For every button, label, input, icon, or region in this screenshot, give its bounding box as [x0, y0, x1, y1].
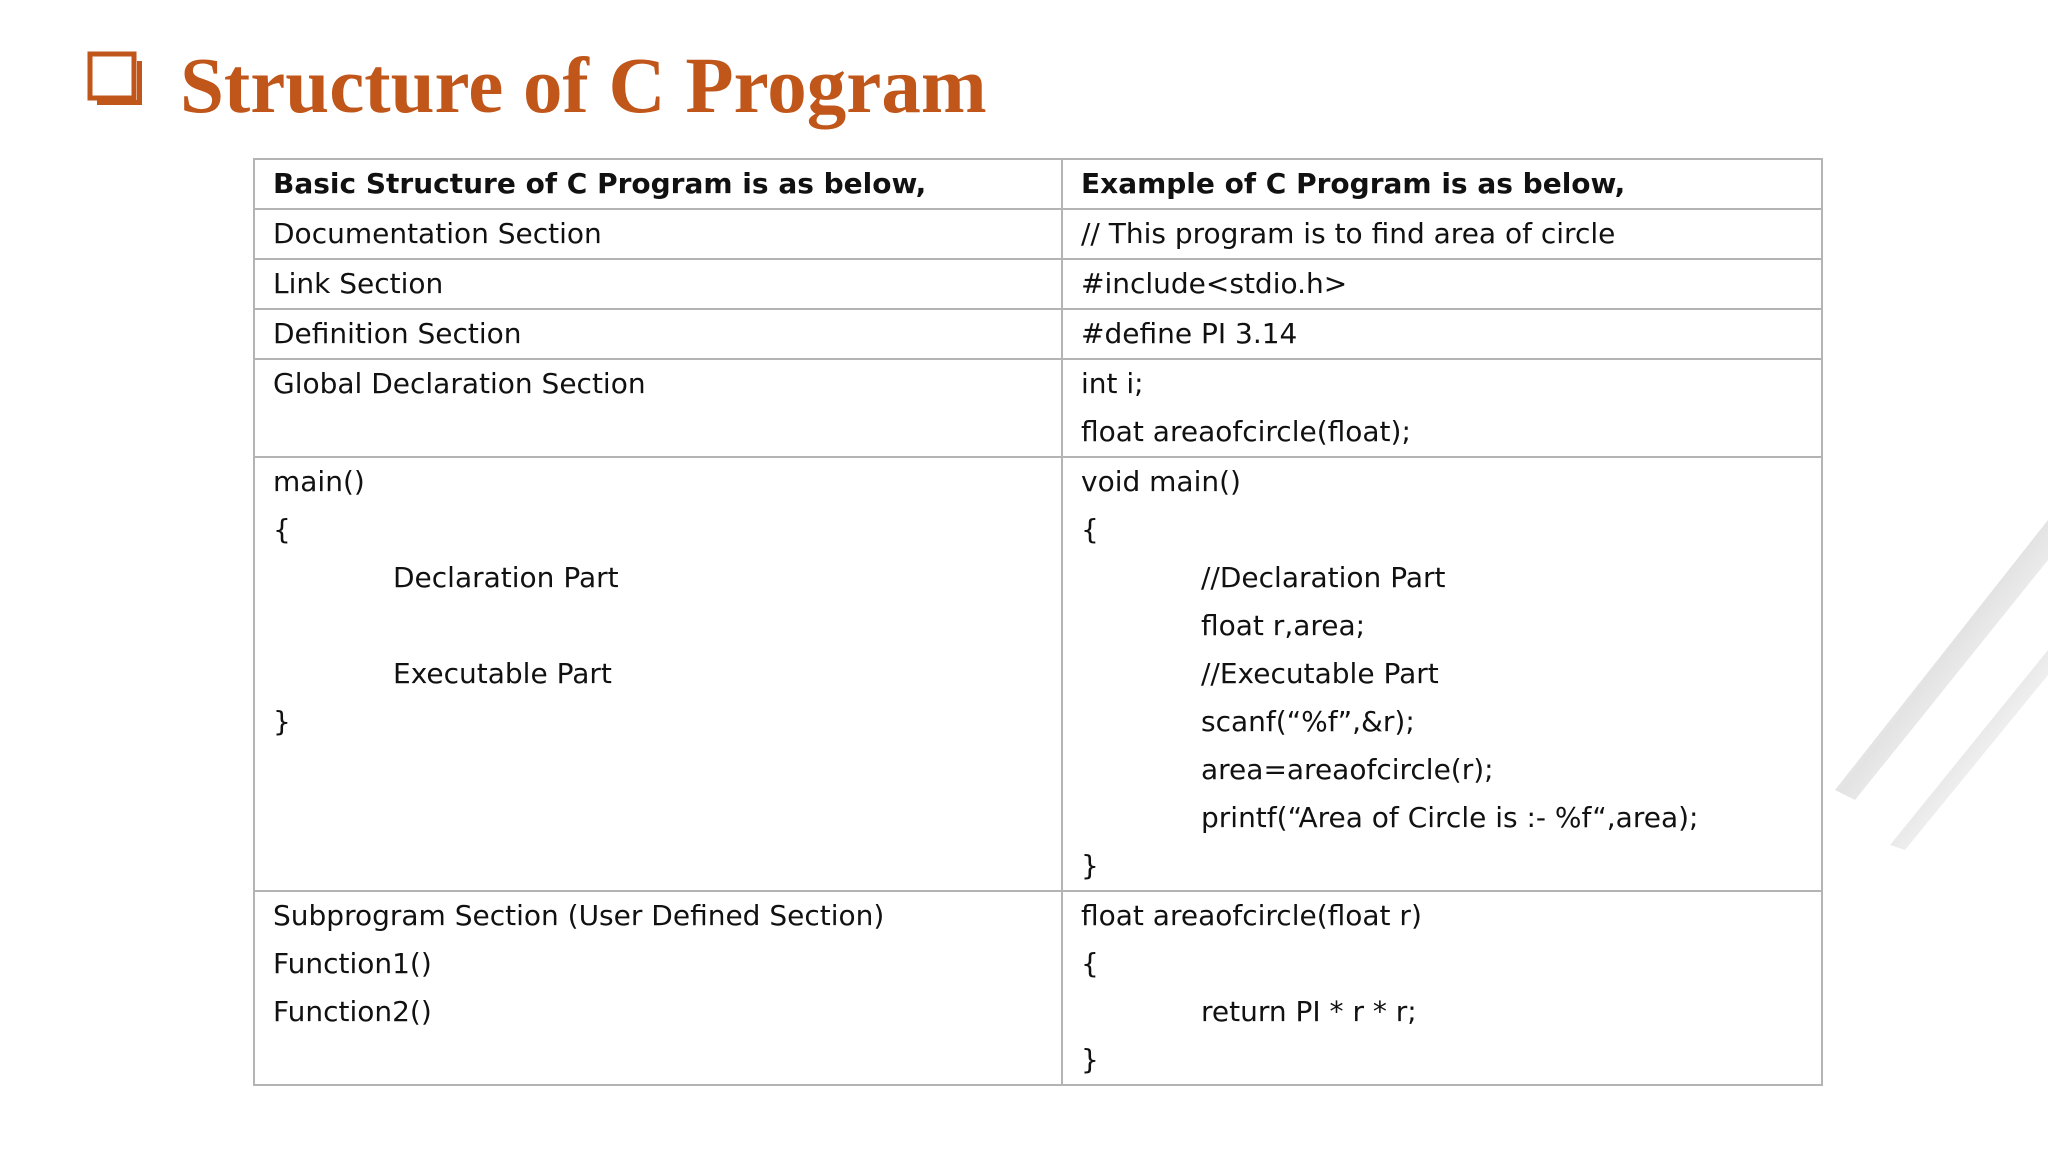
title-row — [86, 36, 987, 136]
global-cell-right — [1062, 359, 1822, 457]
documentation-section-label: Documentation Section — [273, 217, 602, 250]
main-cell-left — [254, 457, 1062, 891]
structure-table — [253, 158, 1823, 1086]
table-header-row — [254, 159, 1822, 209]
header-cell-left — [254, 159, 1062, 209]
definition-section-label: Definition Section — [273, 317, 522, 350]
link-cell-left — [254, 259, 1062, 309]
return-code: return PI * r * r; — [1201, 995, 1417, 1028]
define-code: #define PI 3.14 — [1081, 317, 1298, 350]
open-brace: { — [1081, 513, 1099, 546]
header-right-text: Example of C Program is as below, — [1081, 167, 1626, 200]
main-cell-right — [1062, 457, 1822, 891]
open-brace: { — [1081, 947, 1099, 980]
subprogram-section-label: Subprogram Section (User Defined Section) — [273, 899, 885, 932]
global-declaration-label: Global Declaration Section — [273, 367, 646, 400]
scanf-code: scanf(“%f”,&r); — [1201, 705, 1415, 738]
subprogram-cell-left — [254, 891, 1062, 1085]
documentation-comment-code: // This program is to find area of circle — [1081, 217, 1616, 250]
link-cell-right — [1062, 259, 1822, 309]
include-code: #include<stdio.h> — [1081, 267, 1348, 300]
table-row — [254, 457, 1822, 891]
header-cell-right — [1062, 159, 1822, 209]
documentation-cell-right — [1062, 209, 1822, 259]
main-label: main() — [273, 465, 365, 498]
declaration-part-label: Declaration Part — [393, 561, 619, 594]
documentation-cell-left — [254, 209, 1062, 259]
table-row — [254, 259, 1822, 309]
area-assign-code: area=areaofcircle(r); — [1201, 753, 1494, 786]
definition-cell-left — [254, 309, 1062, 359]
table-row — [254, 359, 1822, 457]
void-main-code: void main() — [1081, 465, 1241, 498]
close-brace: } — [273, 705, 291, 738]
function-signature-code: float areaofcircle(float r) — [1081, 899, 1422, 932]
header-left-text: Basic Structure of C Program is as below, — [273, 167, 927, 200]
float-decl-code: float r,area; — [1201, 609, 1366, 642]
definition-cell-right — [1062, 309, 1822, 359]
printf-code: printf(“Area of Circle is :- %f“,area); — [1201, 801, 1699, 834]
global-cell-left — [254, 359, 1062, 457]
link-section-label: Link Section — [273, 267, 444, 300]
subprogram-cell-right — [1062, 891, 1822, 1085]
function2-label: Function2() — [273, 995, 432, 1028]
table-row — [254, 209, 1822, 259]
executable-part-label: Executable Part — [393, 657, 612, 690]
table-row — [254, 891, 1822, 1085]
open-brace: { — [273, 513, 291, 546]
function1-label: Function1() — [273, 947, 432, 980]
close-brace: } — [1081, 1043, 1099, 1076]
declaration-comment-code: //Declaration Part — [1201, 561, 1446, 594]
prototype-code: float areaofcircle(float); — [1081, 415, 1411, 448]
global-var-code: int i; — [1081, 367, 1144, 400]
slide-title: Structure of C Program — [180, 42, 987, 130]
table-row — [254, 309, 1822, 359]
checkbox-square-icon — [86, 50, 144, 106]
executable-comment-code: //Executable Part — [1201, 657, 1439, 690]
decorative-gloss-streak — [1835, 500, 2048, 860]
close-brace: } — [1081, 849, 1099, 882]
